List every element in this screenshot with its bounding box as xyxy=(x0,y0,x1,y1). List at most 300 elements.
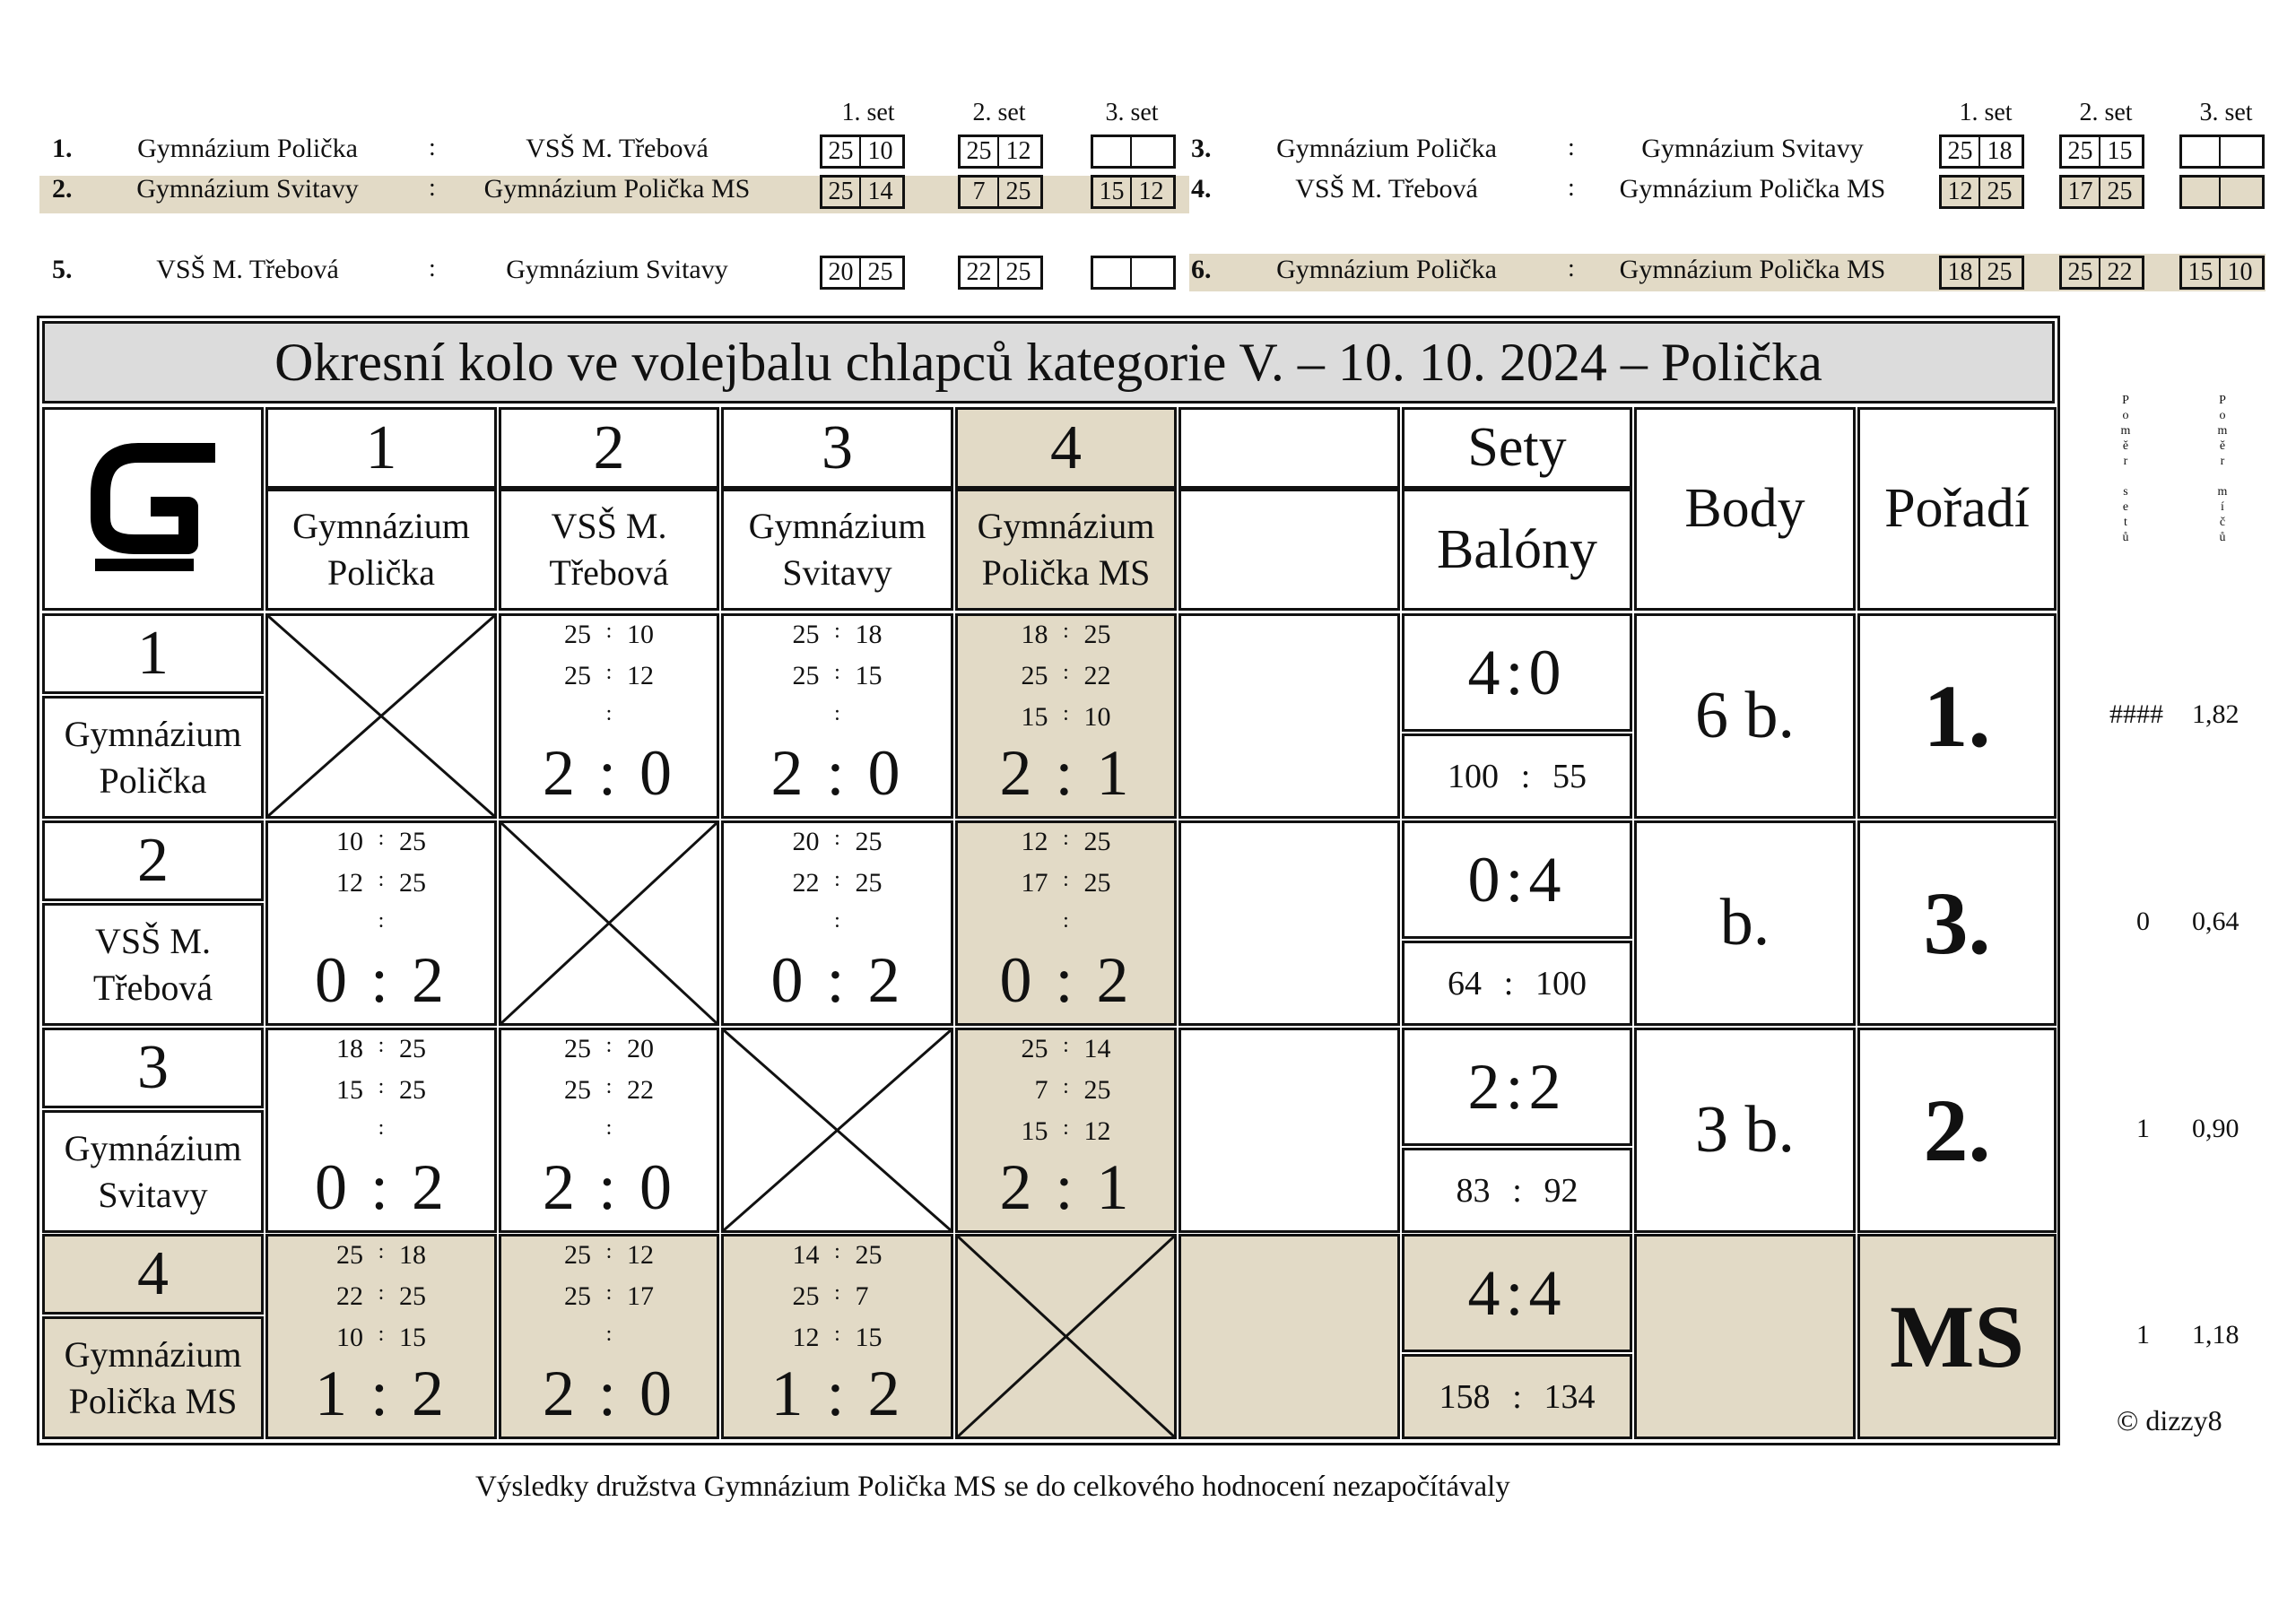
set-score-line xyxy=(724,868,951,898)
team-name-line: VSŠ M. xyxy=(551,506,667,546)
vertical-letter: m xyxy=(2217,485,2228,499)
match-cell xyxy=(499,1028,719,1233)
vertical-letter: ů xyxy=(2219,531,2226,544)
balls-lost: 134 xyxy=(1544,1377,1596,1416)
column-team-name xyxy=(955,489,1177,611)
vertical-letter xyxy=(2213,469,2231,484)
set-score: 25 xyxy=(2062,258,2100,287)
set-header: 3. set xyxy=(1105,99,1159,126)
team-name-line: Gymnázium xyxy=(977,506,1155,546)
result-colon: : xyxy=(578,737,639,809)
set-points-away: 17 xyxy=(627,1281,654,1311)
match-result xyxy=(958,1150,1174,1225)
set-points-home: 25 xyxy=(792,1281,820,1311)
match-away-team: VSŠ M. Třebová xyxy=(526,134,709,163)
match-home-team: VSŠ M. Třebová xyxy=(1295,174,1478,204)
set-points-away: 25 xyxy=(855,827,883,856)
set-score-box xyxy=(1091,256,1176,290)
score-colon: : xyxy=(1063,661,1069,684)
team-name-line: VSŠ M. xyxy=(95,920,211,961)
set-points-home: 15 xyxy=(336,1075,363,1105)
set-score-line xyxy=(268,868,494,898)
set-points-home: 22 xyxy=(792,868,820,898)
result-home: 2 xyxy=(542,737,578,809)
score-colon: : xyxy=(834,1323,840,1346)
score-colon: : xyxy=(1063,1075,1069,1098)
set-score-box xyxy=(2059,135,2144,169)
sets-won: 4 xyxy=(1467,1256,1506,1329)
set-points-away xyxy=(627,702,681,726)
set-points-home xyxy=(537,1116,591,1141)
result-colon: : xyxy=(1035,737,1097,809)
match-colon: : xyxy=(429,255,436,282)
team-name-line: Gymnázium xyxy=(64,1333,242,1375)
set-score xyxy=(2221,137,2259,166)
diagonal-cross-cell xyxy=(265,613,497,819)
column-team-name xyxy=(721,489,953,611)
set-score: 18 xyxy=(1987,137,2013,165)
set-score-line xyxy=(501,1281,717,1312)
set-score xyxy=(2182,137,2221,166)
match-result xyxy=(268,943,494,1018)
diagonal-cross-cell xyxy=(499,820,719,1026)
set-score-line xyxy=(724,620,951,650)
set-score-line xyxy=(724,827,951,857)
score-colon: : xyxy=(378,1116,385,1140)
set-points-home: 25 xyxy=(564,1034,591,1063)
score-colon: : xyxy=(378,1240,385,1263)
balls-lost: 100 xyxy=(1535,964,1587,1002)
set-score-line xyxy=(724,909,951,933)
match-result xyxy=(268,1150,494,1225)
score-colon: : xyxy=(1063,827,1069,850)
cross-icon xyxy=(268,616,494,816)
result-home: 1 xyxy=(314,1358,351,1429)
result-away: 2 xyxy=(412,1151,448,1223)
set-points-away: 15 xyxy=(855,1323,883,1352)
result-colon: : xyxy=(350,1358,412,1429)
column-number: 2 xyxy=(499,407,719,489)
ratio-balls-value: 0,64 xyxy=(2192,907,2239,936)
set-score-line xyxy=(501,620,717,650)
set-score: 15 xyxy=(2182,258,2221,287)
set-score-line xyxy=(958,620,1174,650)
balls-header: Balóny xyxy=(1402,489,1632,611)
set-score-box xyxy=(1091,175,1176,209)
ratio-sets-value: 0 xyxy=(2136,907,2150,936)
set-score xyxy=(1132,137,1170,166)
set-points-home xyxy=(766,702,820,726)
team-name-line: Gymnázium xyxy=(292,506,470,546)
result-away: 2 xyxy=(412,944,448,1016)
score-colon: : xyxy=(1063,868,1069,891)
result-colon: : xyxy=(1035,1151,1097,1223)
vertical-letter: m xyxy=(2217,424,2228,438)
score-colon: : xyxy=(605,1323,613,1346)
set-points-away: 14 xyxy=(1083,1034,1111,1063)
result-away: 2 xyxy=(867,944,904,1016)
score-colon: : xyxy=(378,1323,385,1346)
balls-won: 83 xyxy=(1456,1171,1491,1210)
match-cell xyxy=(721,1234,953,1439)
set-points-home: 25 xyxy=(564,1240,591,1270)
score-colon: : xyxy=(378,1281,385,1305)
score-colon: : xyxy=(378,1075,385,1098)
result-colon: : xyxy=(350,1151,412,1223)
set-score-box xyxy=(2179,135,2265,169)
set-points-home: 18 xyxy=(336,1034,363,1063)
match-cell xyxy=(955,1028,1177,1233)
set-score: 25 xyxy=(1942,137,1980,166)
sets-total xyxy=(1402,1028,1632,1146)
set-points-home: 25 xyxy=(336,1240,363,1270)
empty-cell xyxy=(1178,613,1400,819)
set-score xyxy=(2221,178,2259,206)
set-score: 25 xyxy=(1987,258,2013,286)
match-result xyxy=(724,1357,951,1431)
set-score-line xyxy=(724,1281,951,1312)
balls-lost: 92 xyxy=(1544,1171,1578,1210)
match-home-team: Gymnázium Svitavy xyxy=(136,174,359,204)
points-header: Body xyxy=(1634,407,1856,611)
set-header: 2. set xyxy=(972,99,1026,126)
sets-total xyxy=(1402,1234,1632,1352)
match-result xyxy=(724,943,951,1018)
match-number: 4. xyxy=(1191,174,1212,204)
column-team-name xyxy=(499,489,719,611)
set-points-home: 25 xyxy=(1021,661,1048,690)
ratio-balls-value: 1,18 xyxy=(2192,1320,2239,1350)
set-score-line xyxy=(501,1240,717,1271)
set-points-away: 18 xyxy=(399,1240,426,1270)
vertical-letter: o xyxy=(2219,409,2226,422)
set-points-away: 12 xyxy=(627,661,654,690)
score-colon: : xyxy=(605,1116,613,1140)
column-number: 3 xyxy=(721,407,953,489)
points-value: b. xyxy=(1634,820,1856,1026)
page-title: Okresní kolo ve volejbalu chlapců kategorie V. – 10. 10. 2024 – Polička xyxy=(42,321,2055,404)
set-score-line xyxy=(724,661,951,691)
team-name-line: Svitavy xyxy=(782,552,892,593)
result-colon: : xyxy=(350,944,412,1016)
rank-value: 1. xyxy=(1857,613,2057,819)
set-score-line xyxy=(958,702,1174,733)
balls-total xyxy=(1402,733,1632,819)
set-points-away: 25 xyxy=(399,1034,426,1063)
set-points-home xyxy=(995,909,1048,933)
set-points-home: 25 xyxy=(564,1075,591,1105)
set-header: 3. set xyxy=(2199,99,2253,126)
score-colon: : xyxy=(834,702,840,725)
match-number: 3. xyxy=(1191,134,1212,163)
set-header: 1. set xyxy=(841,99,895,126)
result-colon: : xyxy=(1035,944,1097,1016)
set-points-away: 12 xyxy=(1083,1116,1111,1146)
result-home: 0 xyxy=(999,944,1036,1016)
set-score-box xyxy=(2059,256,2144,290)
vertical-letter: č xyxy=(2219,516,2226,529)
set-score-line xyxy=(268,1281,494,1312)
match-away-team: Gymnázium Polička MS xyxy=(483,174,751,204)
set-points-away xyxy=(856,909,909,933)
column-number: 1 xyxy=(265,407,497,489)
set-score xyxy=(1093,137,1132,166)
balls-won: 100 xyxy=(1448,757,1499,795)
sets-lost: 4 xyxy=(1528,843,1567,916)
set-score-line xyxy=(501,661,717,691)
set-score-box xyxy=(2059,175,2144,209)
set-score-line xyxy=(268,1116,494,1141)
set-points-away: 25 xyxy=(1083,620,1111,649)
row-number: 4 xyxy=(42,1234,264,1315)
set-score-line xyxy=(501,1034,717,1064)
score-colon: : xyxy=(605,1240,613,1263)
result-home: 0 xyxy=(314,944,351,1016)
set-score: 12 xyxy=(1942,178,1980,206)
set-points-away: 12 xyxy=(627,1240,654,1270)
result-home: 1 xyxy=(770,1358,807,1429)
set-score-line xyxy=(724,702,951,726)
match-number: 6. xyxy=(1191,255,1212,284)
score-colon: : xyxy=(605,661,613,684)
set-score-box xyxy=(1939,135,2024,169)
set-points-home: 10 xyxy=(336,1323,363,1352)
cross-icon xyxy=(501,823,717,1023)
result-colon: : xyxy=(806,1358,868,1429)
set-score-box xyxy=(2179,256,2265,290)
sets-colon: : xyxy=(1505,843,1529,916)
set-points-home: 25 xyxy=(1021,1034,1048,1063)
team-name-line: Svitavy xyxy=(98,1174,208,1215)
set-score-box xyxy=(1939,256,2024,290)
row-team-name xyxy=(42,696,264,819)
set-points-home: 12 xyxy=(336,868,363,898)
match-result xyxy=(501,1357,717,1431)
set-score-line xyxy=(958,661,1174,691)
set-score-line xyxy=(501,1075,717,1106)
score-colon: : xyxy=(834,1240,840,1263)
set-points-away: 7 xyxy=(855,1281,869,1311)
row-team-name xyxy=(42,1316,264,1439)
ratio-balls-value: 1,82 xyxy=(2192,699,2239,729)
score-colon: : xyxy=(605,620,613,643)
match-result xyxy=(268,1357,494,1431)
set-score-line xyxy=(958,1075,1174,1106)
set-score-line xyxy=(268,909,494,933)
vertical-letter: P xyxy=(2219,394,2226,407)
set-points-away: 25 xyxy=(1083,868,1111,898)
set-score: 12 xyxy=(1138,178,1164,205)
set-points-away: 15 xyxy=(855,661,883,690)
team-name-line: Třebová xyxy=(92,967,213,1008)
vertical-letter: í xyxy=(2221,500,2224,514)
column-number xyxy=(1178,407,1400,489)
set-header: 2. set xyxy=(2079,99,2133,126)
match-home-team: VSŠ M. Třebová xyxy=(156,255,339,284)
team-name-line: Polička MS xyxy=(981,552,1151,593)
score-colon: : xyxy=(834,868,840,891)
score-colon: : xyxy=(834,909,840,933)
match-away-team: Gymnázium Polička MS xyxy=(1619,174,1886,204)
set-points-away xyxy=(856,702,909,726)
set-points-home xyxy=(309,1116,363,1141)
set-score xyxy=(1132,258,1170,287)
result-home: 2 xyxy=(999,737,1036,809)
points-value: 3 b. xyxy=(1634,1028,1856,1233)
balls-colon: : xyxy=(1512,1171,1522,1210)
match-away-team: Gymnázium Polička MS xyxy=(1619,255,1886,284)
rank-value: MS xyxy=(1857,1234,2057,1439)
result-away: 0 xyxy=(639,737,675,809)
team-name-line: Polička xyxy=(99,759,207,801)
vertical-letter: m xyxy=(2120,424,2131,438)
set-score-line xyxy=(958,1034,1174,1064)
match-cell xyxy=(499,613,719,819)
match-home-team: Gymnázium Polička xyxy=(137,134,358,163)
set-score: 10 xyxy=(2227,258,2253,286)
set-points-away: 10 xyxy=(627,620,654,649)
set-points-home xyxy=(766,909,820,933)
vertical-letter: ů xyxy=(2122,531,2129,544)
match-home-team: Gymnázium Polička xyxy=(1276,255,1497,284)
set-score-box xyxy=(820,256,905,290)
set-points-away: 22 xyxy=(1083,661,1111,690)
set-points-away: 25 xyxy=(399,1281,426,1311)
vertical-letter: e xyxy=(2122,500,2129,514)
match-cell xyxy=(721,613,953,819)
set-points-away: 18 xyxy=(855,620,883,649)
set-points-home: 25 xyxy=(564,1281,591,1311)
sets-colon: : xyxy=(1505,1256,1529,1329)
sets-won: 2 xyxy=(1467,1050,1506,1123)
set-score-box xyxy=(958,135,1043,169)
score-colon: : xyxy=(834,620,840,643)
set-score: 15 xyxy=(1093,178,1132,206)
match-result xyxy=(501,736,717,811)
team-name-line: Gymnázium xyxy=(64,1127,242,1168)
set-score-line xyxy=(958,1116,1174,1147)
set-points-away xyxy=(627,1116,681,1141)
match-away-team: Gymnázium Svitavy xyxy=(1641,134,1864,163)
match-result xyxy=(501,1150,717,1225)
set-points-away: 22 xyxy=(627,1075,654,1105)
set-points-home: 25 xyxy=(792,620,820,649)
ratio-sets-value: 1 xyxy=(2136,1320,2150,1350)
balls-total xyxy=(1402,941,1632,1026)
column-number: 4 xyxy=(955,407,1177,489)
match-cell xyxy=(955,613,1177,819)
team-name-line: Gymnázium xyxy=(748,506,926,546)
cross-icon xyxy=(958,1237,1174,1436)
sets-lost: 0 xyxy=(1528,636,1567,708)
ratio-sets-value: 1 xyxy=(2136,1114,2150,1143)
match-cell xyxy=(499,1234,719,1439)
empty-cell xyxy=(1178,820,1400,1026)
diagonal-cross-cell xyxy=(721,1028,953,1233)
set-score-line xyxy=(724,1323,951,1353)
vertical-letter: P xyxy=(2122,394,2129,407)
match-colon: : xyxy=(429,174,436,202)
result-home: 2 xyxy=(999,1151,1036,1223)
match-number: 5. xyxy=(52,255,73,284)
row-number: 1 xyxy=(42,613,264,694)
set-points-home xyxy=(537,1323,591,1347)
set-score-line xyxy=(958,827,1174,857)
set-points-home: 25 xyxy=(564,661,591,690)
set-points-away: 25 xyxy=(1083,1075,1111,1105)
set-score: 25 xyxy=(822,178,861,206)
match-cell xyxy=(265,820,497,1026)
set-score: 20 xyxy=(822,258,861,287)
result-home: 2 xyxy=(542,1151,578,1223)
vertical-letter: ě xyxy=(2122,439,2129,453)
balls-lost: 55 xyxy=(1552,757,1587,795)
vertical-letter: t xyxy=(2124,516,2127,529)
set-points-home: 15 xyxy=(1021,1116,1048,1146)
set-points-home: 15 xyxy=(1021,702,1048,732)
set-score-line xyxy=(501,702,717,726)
set-score-line xyxy=(268,1075,494,1106)
balls-colon: : xyxy=(1520,757,1531,795)
column-team-name xyxy=(265,489,497,611)
set-points-away: 25 xyxy=(855,868,883,898)
set-score-line xyxy=(958,868,1174,898)
result-away: 1 xyxy=(1096,737,1133,809)
set-header: 1. set xyxy=(1959,99,2013,126)
score-colon: : xyxy=(1063,909,1069,933)
rank-value: 3. xyxy=(1857,820,2057,1026)
set-score: 25 xyxy=(2107,178,2133,205)
balls-won: 64 xyxy=(1448,964,1482,1002)
set-score xyxy=(1093,258,1132,287)
set-score xyxy=(2182,178,2221,206)
team-name-line: Polička xyxy=(327,552,435,593)
points-value: 6 b. xyxy=(1634,613,1856,819)
set-score: 25 xyxy=(822,137,861,166)
score-colon: : xyxy=(605,1075,613,1098)
vertical-letter: o xyxy=(2122,409,2129,422)
match-colon: : xyxy=(1568,255,1575,282)
set-score-line xyxy=(268,1034,494,1064)
result-away: 1 xyxy=(1096,1151,1133,1223)
score-colon: : xyxy=(834,827,840,850)
result-colon: : xyxy=(806,737,868,809)
set-points-away: 25 xyxy=(1083,827,1111,856)
vertical-letter: r xyxy=(2123,455,2128,468)
sets-won: 0 xyxy=(1467,843,1506,916)
empty-cell xyxy=(1178,1234,1400,1439)
column-team-name xyxy=(1178,489,1400,611)
score-colon: : xyxy=(1063,620,1069,643)
team-name-line: Třebová xyxy=(549,552,669,593)
set-points-home: 25 xyxy=(792,661,820,690)
result-away: 0 xyxy=(639,1151,675,1223)
set-score-box xyxy=(1091,135,1176,169)
match-result xyxy=(724,736,951,811)
set-points-home: 22 xyxy=(336,1281,363,1311)
row-team-name xyxy=(42,903,264,1026)
logo-cell xyxy=(42,407,264,611)
match-result xyxy=(958,943,1174,1018)
set-points-home: 7 xyxy=(1034,1075,1048,1105)
set-points-home: 17 xyxy=(1021,868,1048,898)
ratio-balls-value: 0,90 xyxy=(2192,1114,2239,1143)
set-points-away: 25 xyxy=(855,1240,883,1270)
footer-note: Výsledky družstva Gymnázium Polička MS se do celkového hodnocení nezapočítávaly xyxy=(475,1471,1510,1503)
set-score: 25 xyxy=(2062,137,2100,166)
result-away: 2 xyxy=(412,1358,448,1429)
set-points-home: 20 xyxy=(792,827,820,856)
